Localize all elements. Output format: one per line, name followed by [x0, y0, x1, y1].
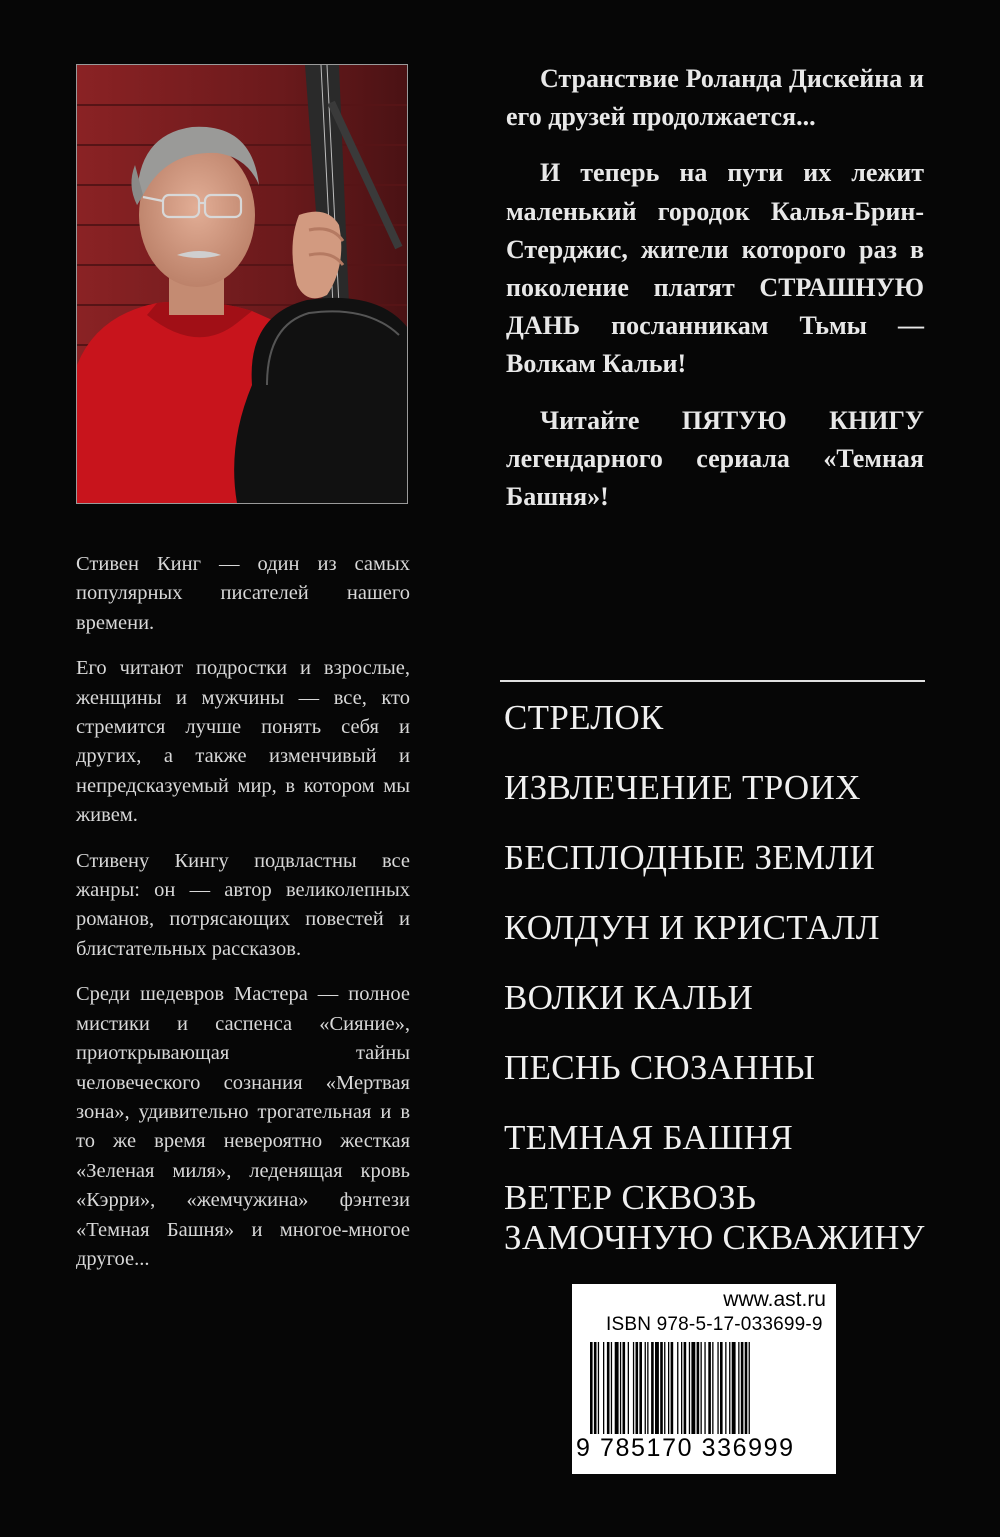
series-title: ТЕМНАЯ БАШНЯ [504, 1118, 793, 1157]
blurb-text: легендарного сериала «Темная Башня»! [506, 443, 924, 512]
barcode-bar [717, 1342, 718, 1434]
blurb-text: И теперь на пути их лежит маленький городок Калья-Брин-Стерджис, жители которого раз в поколение платят [506, 158, 924, 303]
barcode-bar [645, 1342, 646, 1434]
series-title: СТРЕЛОК [504, 698, 664, 737]
barcode-bar [611, 1342, 612, 1434]
series-title: ПЕСНЬ СЮЗАННЫ [504, 1048, 816, 1087]
isbn-label: ISBN 978-5-17-033699-9 [606, 1314, 823, 1335]
bio-paragraph: Среди шедевров Мастера — полное мистики и саспенса «Сияние», приоткрывающая тайны человеческого сознания «Мертвая зона», удивительно трогательная и в то же время невероятно жесткая «Зеленая миля», леденящая кровь «Кэрри», «жемчужина» фэнтези «Темная Башня» и многое-многое другое... [76, 983, 410, 1270]
barcode-bar [725, 1342, 726, 1434]
barcode-bar [697, 1342, 700, 1434]
barcode-bar [677, 1342, 678, 1434]
barcode-bar [655, 1342, 659, 1434]
barcode-bar [615, 1342, 619, 1434]
barcode-bar [639, 1342, 642, 1434]
blurb-emphasis: ПЯТУЮ КНИГУ [681, 405, 924, 435]
author-portrait-image [77, 65, 407, 503]
barcode-bar [732, 1342, 736, 1434]
barcode-bar [660, 1342, 663, 1434]
barcode-bar [594, 1342, 597, 1434]
barcode-bar [620, 1342, 621, 1434]
series-title: ИЗВЛЕЧЕНИЕ ТРОИХ [504, 768, 861, 807]
barcode-panel [572, 1284, 836, 1474]
barcode-bar [704, 1342, 705, 1434]
barcode-bar [741, 1342, 744, 1434]
blurb-paragraph-2 [506, 154, 924, 383]
barcode-bar [729, 1342, 730, 1434]
blurb-text: посланникам Тьмы — Волкам Кальи! [506, 311, 924, 379]
book-blurb [506, 60, 924, 534]
barcode-bar [684, 1342, 687, 1434]
barcode-bar [633, 1342, 634, 1434]
barcode-bar [671, 1342, 674, 1434]
barcode-bar [708, 1342, 711, 1434]
series-title: ВЕТЕР СКВОЗЬ [504, 1178, 757, 1217]
bio-paragraph: Стивен Кинг — один из самых популярных писателей нашего времени. [76, 553, 410, 634]
barcode-bar [668, 1342, 669, 1434]
series-divider [500, 680, 925, 682]
barcode-bar [681, 1342, 682, 1434]
barcode-bar [749, 1342, 750, 1434]
author-photo [76, 64, 408, 504]
barcode-bar [598, 1342, 599, 1434]
barcode-bar [738, 1342, 739, 1434]
barcode-bar [636, 1342, 639, 1434]
blurb-emphasis: СТРАШНУЮ ДАНЬ [506, 273, 924, 341]
barcode-bar [720, 1342, 723, 1434]
author-bio [76, 550, 410, 1290]
blurb-paragraph-1: Странствие Роланда Дискейна и его друзей продолжается... [506, 64, 924, 132]
series-title: ВОЛКИ КАЛЬИ [504, 978, 754, 1017]
barcode-bar [745, 1342, 748, 1434]
barcode-bar [712, 1342, 713, 1434]
series-title: БЕСПЛОДНЫЕ ЗЕМЛИ [504, 838, 876, 877]
barcode-bar [691, 1342, 695, 1434]
barcode-bar [701, 1342, 702, 1434]
barcode-digits: 9 785170 336999 [576, 1434, 795, 1462]
series-title: КОЛДУН И КРИСТАЛЛ [504, 908, 880, 947]
barcode-bar [647, 1342, 648, 1434]
bio-paragraph: Стивену Кингу подвластны все жанры: он — автор великолепных романов, потрясающих повестей и блистательных рассказов. [76, 849, 410, 960]
publisher-url: www.ast.ru [723, 1288, 826, 1311]
barcode-bar [603, 1342, 604, 1434]
barcode-bars [586, 1342, 822, 1434]
barcode-bar [607, 1342, 610, 1434]
blurb-paragraph-3 [506, 402, 924, 517]
barcode-bar [628, 1342, 629, 1434]
barcode-bar [651, 1342, 654, 1434]
barcode-bar [664, 1342, 665, 1434]
barcode-bar [689, 1342, 690, 1434]
bio-paragraph: Его читают подростки и взрослые, женщины и мужчины — все, кто стремится лучше понять себя и других, а также изменчивый и непредсказуемый мир, в котором мы живем. [76, 657, 410, 827]
blurb-text: Читайте [540, 405, 682, 435]
series-title: ЗАМОЧНУЮ СКВАЖИНУ [504, 1218, 925, 1257]
barcode-bar [590, 1342, 593, 1434]
barcode-bar [623, 1342, 626, 1434]
